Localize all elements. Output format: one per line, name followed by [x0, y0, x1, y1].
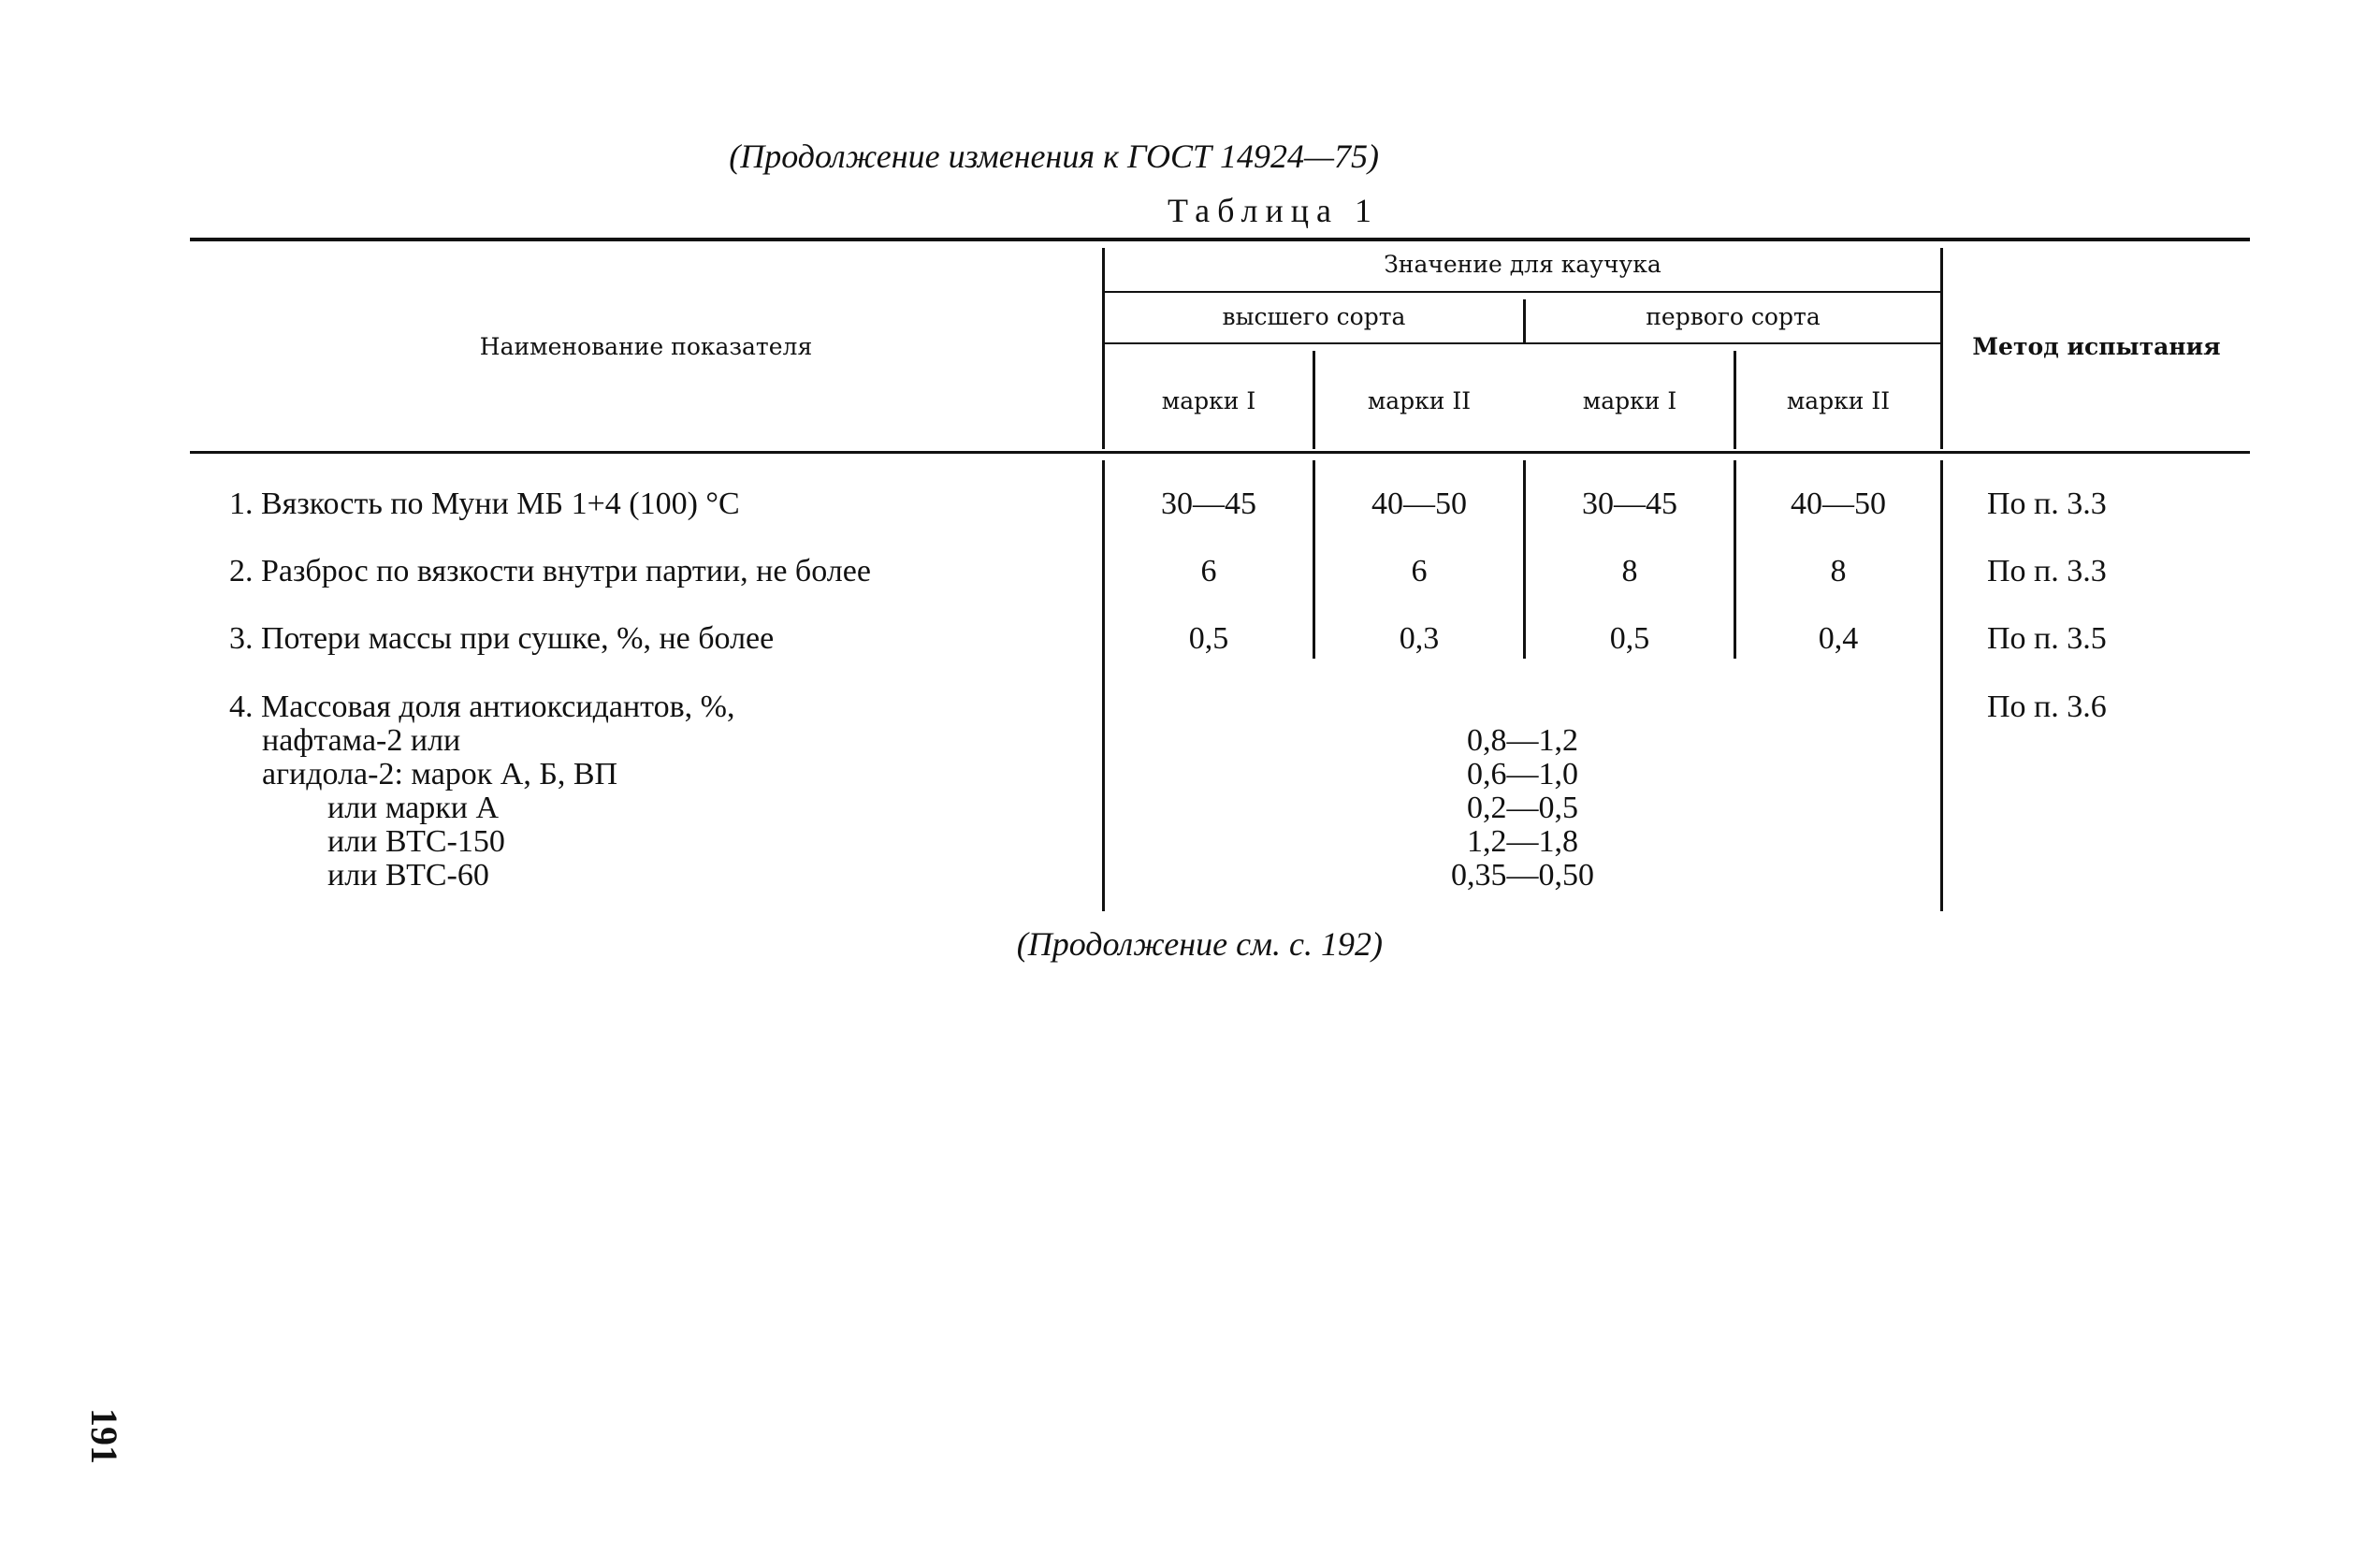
- row-value: 6: [1411, 554, 1428, 588]
- continuation-header: (Продолжение изменения к ГОСТ 14924—75): [729, 138, 1379, 175]
- row-name: 3. Потери массы при сушке, %, не более: [229, 621, 775, 656]
- row-method: По п. 3.3: [1987, 554, 2107, 588]
- row-value: 40—50: [1791, 486, 1886, 521]
- row-value: 0,5: [1188, 621, 1229, 656]
- sub-label: или ВТС-150: [327, 824, 505, 859]
- page-number: 191: [83, 1408, 125, 1464]
- column-header-method: Метод испытания: [1972, 333, 2221, 360]
- column-header-grade-1: марки I: [1582, 387, 1677, 414]
- continuation-footer: (Продолжение см. с. 192): [1016, 925, 1383, 963]
- column-header-top-grade: высшего сорта: [1222, 303, 1406, 330]
- row-method: По п. 3.3: [1987, 486, 2107, 521]
- column-header-group: Значение для каучука: [1384, 251, 1661, 278]
- row-value: 6: [1200, 554, 1217, 588]
- row-method: По п. 3.6: [1987, 690, 2107, 724]
- divider: [1940, 460, 1943, 911]
- row-name: 2. Разброс по вязкости внутри партии, не более: [229, 554, 871, 588]
- sub-label: или марки А: [327, 791, 499, 825]
- column-header-grade-2: марки II: [1786, 387, 1891, 414]
- row-value: 30—45: [1161, 486, 1256, 521]
- sub-label: или ВТС-60: [327, 858, 489, 893]
- table-label: Таблица 1: [1168, 192, 1379, 229]
- row-name: 4. Массовая доля антиоксидантов, %,: [229, 690, 735, 724]
- sub-value: 1,2—1,8: [1467, 824, 1578, 859]
- row-value: 0,4: [1818, 621, 1859, 656]
- row-value: 8: [1621, 554, 1638, 588]
- row-method: По п. 3.5: [1987, 621, 2107, 656]
- sub-label: нафтама-2 или: [262, 723, 461, 758]
- row-value: 0,5: [1609, 621, 1650, 656]
- row-value: 8: [1830, 554, 1847, 588]
- sub-value: 0,2—0,5: [1467, 791, 1578, 825]
- row-value: 30—45: [1582, 486, 1677, 521]
- header-bottom-rule: [190, 451, 2250, 454]
- divider: [1105, 342, 1940, 344]
- column-header-first-grade: первого сорта: [1646, 303, 1821, 330]
- row-value: 0,3: [1399, 621, 1440, 656]
- column-header-name: Наименование показателя: [479, 333, 813, 360]
- sub-value: 0,35—0,50: [1451, 858, 1594, 893]
- sub-label: агидола-2: марок А, Б, ВП: [262, 757, 618, 791]
- divider: [1102, 248, 1105, 449]
- divider: [1105, 291, 1940, 293]
- row-value: 40—50: [1371, 486, 1467, 521]
- sub-value: 0,8—1,2: [1467, 723, 1578, 758]
- row-name: 1. Вязкость по Муни МБ 1+4 (100) °С: [229, 486, 740, 521]
- column-header-grade-2: марки II: [1367, 387, 1472, 414]
- sub-value: 0,6—1,0: [1467, 757, 1578, 791]
- column-header-grade-1: марки I: [1161, 387, 1256, 414]
- table-top-rule: [190, 238, 2250, 241]
